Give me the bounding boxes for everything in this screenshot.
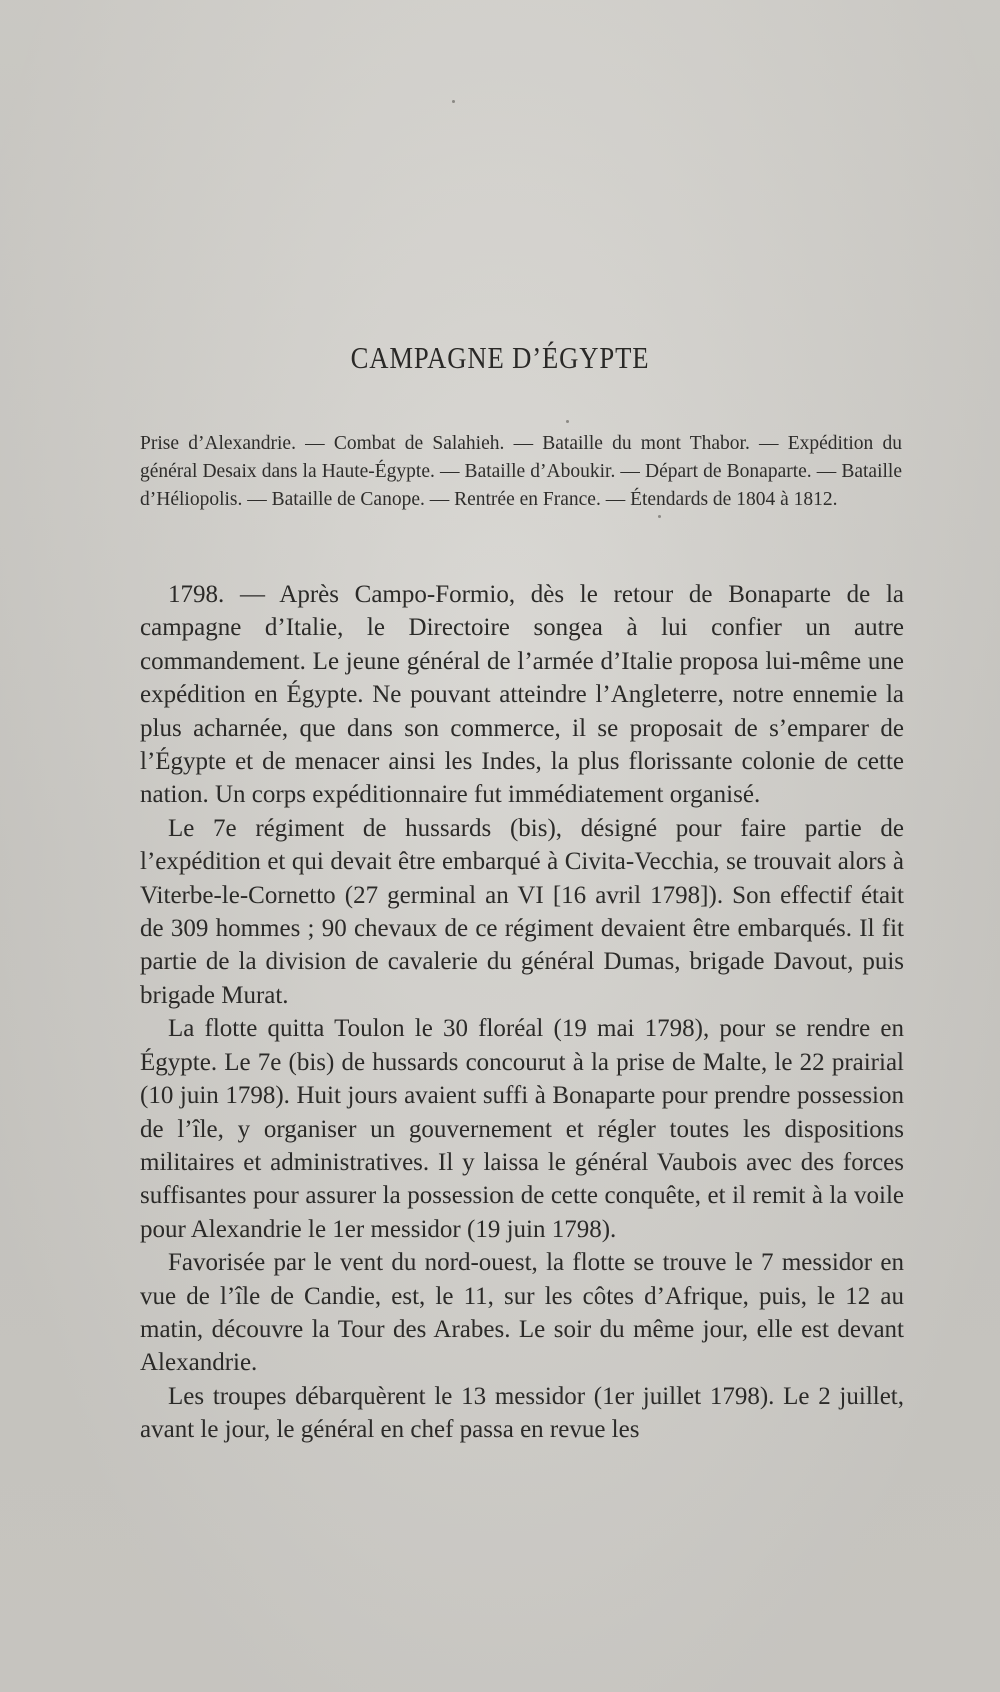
paper-speck xyxy=(566,420,569,423)
paragraph: Le 7e régiment de hussards (bis), désigné pour faire partie de l’expédition et qui devait être embarqué à Civita-Vecchia, se trouvait alors à Viterbe-le-Cornetto (27 germinal an VI [16 avril 1798]). Son effectif était de 309 hommes ; 90 chevaux de ce régiment devaient être embarqués. Il fit partie de la division de cavalerie du général Dumas, brigade Davout, puis brigade Murat. xyxy=(140,814,904,1009)
paragraph: La flotte quitta Toulon le 30 floréal (19 mai 1798), pour se rendre en Égypte. Le 7e (bis) de hussards concourut à la prise de Malte, le 22 prairial (10 juin 1798). Huit jours avaient suffi à Bonaparte pour prendre possession de l’île, y organiser un gouvernement et régler toutes les dispositions militaires et administratives. Il y laissa le général Vaubois avec des forces suffisantes pour assurer la possession de cette conquête, et il remit à la voile pour Alexandrie le 1er messidor (19 juin 1798). xyxy=(140,1015,904,1243)
chapter-summary: Prise d’Alexandrie. — Combat de Salahieh. — Bataille du mont Thabor. — Expédition du général Desaix dans la Haute-Égypte. — Bataille d’Aboukir. — Départ de Bonaparte. — Bataille d’Héliopolis. — Bataille de Canope. — Rentrée en France. — Étendards de 1804 à 1812. xyxy=(140,433,902,510)
paragraph: 1798. — Après Campo-Formio, dès le retour de Bonaparte de la campagne d’Italie, le Directoire songea à lui confier un autre commandement. Le jeune général de l’armée d’Italie proposa lui-même une expédition en Égypte. Ne pouvant atteindre l’Angleterre, notre ennemie la plus acharnée, que dans son commerce, il se proposait de s’emparer de l’Égypte et de menacer ainsi les Indes, la plus florissante colonie de cette nation. Un corps expéditionnaire fut immédiatement organisé. xyxy=(140,581,904,809)
paper-speck xyxy=(452,100,455,103)
chapter-title: CAMPAGNE D’ÉGYPTE xyxy=(350,340,650,375)
paper-speck xyxy=(658,515,661,518)
chapter-body xyxy=(140,578,904,1447)
paragraph: Les troupes débarquèrent le 13 messidor (1er juillet 1798). Le 2 juillet, avant le jour, le général en chef passa en revue les xyxy=(140,1382,904,1444)
paragraph: Favorisée par le vent du nord-ouest, la flotte se trouve le 7 messidor en vue de l’île de Candie, est, le 11, sur les côtes d’Afrique, puis, le 12 au matin, découvre la Tour des Arabes. Le soir du même jour, elle est devant Alexandrie. xyxy=(140,1249,904,1377)
